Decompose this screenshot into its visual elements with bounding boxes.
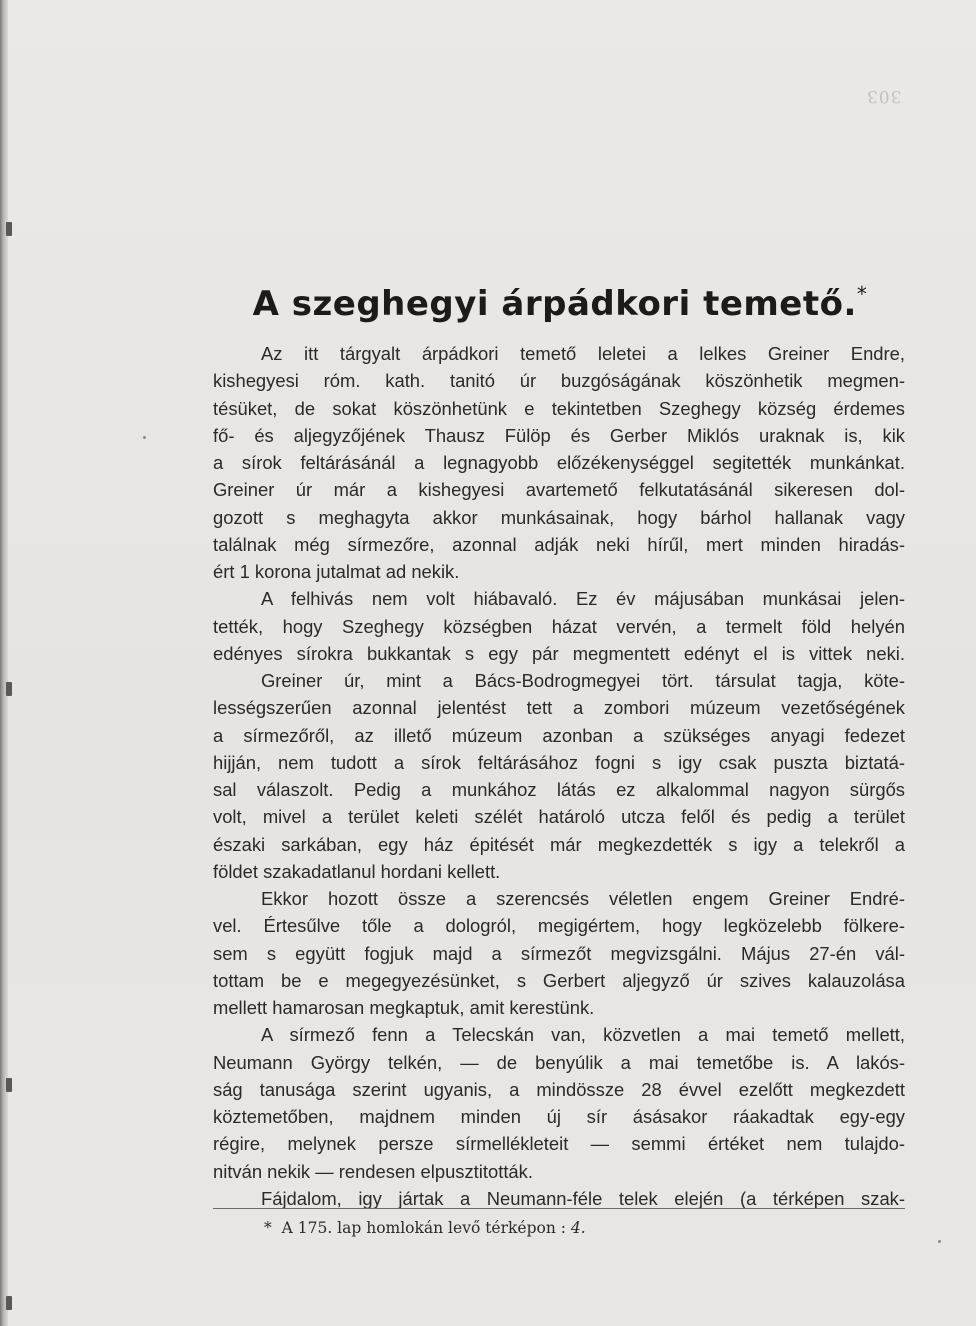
binding-mark <box>6 1078 12 1092</box>
binding-mark <box>6 222 12 236</box>
body-line: földet szakadatlanul hordani kellett. <box>213 860 501 882</box>
footnote-rule <box>213 1208 905 1209</box>
body-line: a sírmezőről, az illető múzeum azonban a szükséges anyagi fedezet <box>213 724 905 746</box>
body-line: ság tanusága szerint ugyanis, a mindössze 28 évvel ezelőtt megkezdett <box>213 1078 905 1100</box>
binding-mark <box>6 682 12 696</box>
body-line: volt, mivel a terület keleti szélét határoló utcza felől és pedig a terület <box>213 806 905 828</box>
title-footnote-marker: * <box>856 282 868 306</box>
body-line: Az itt tárgyalt árpádkori temető leletei a lelkes Greiner Endre, <box>261 343 905 364</box>
body-line: fő- és aljegyzőjének Thausz Fülöp és Gerber Miklós uraknak is, kik <box>213 424 905 446</box>
footnote-reference: 4. <box>570 1219 586 1237</box>
body-line: találnak még sírmezőre, azonnal adják neki hírűl, mert minden hiradás- <box>213 533 905 555</box>
body-line: vel. Értesűlve tőle a dologról, megigértem, hogy legközelebb fölkere- <box>213 915 905 937</box>
page-number: 303 <box>866 86 902 106</box>
body-line: Fájdalom, igy jártak a Neumann-féle telek elején (a térképen szak- <box>261 1187 905 1209</box>
body-line: hijján, nem tudott a sírok feltárásához fogni s igy csak puszta biztatá- <box>213 751 905 773</box>
body-line: régire, melynek persze sírmellékleteit — semmi értéket nem tulajdo- <box>213 1133 905 1155</box>
body-line: kishegyesi róm. kath. tanitó úr buzgóságának köszönhetik megmen- <box>213 370 905 392</box>
article-title <box>0 282 976 324</box>
body-line: Neumann György telkén, — de benyúlik a mai temetőbe is. A lakós- <box>213 1051 905 1073</box>
binding-edge <box>0 0 8 1326</box>
body-line: lességszerűen azonnal jelentést tett a zombori múzeum vezetőségének <box>213 697 905 719</box>
binding-mark <box>6 1296 12 1310</box>
body-line: tottam be e megegyezésünket, s Gerbert aljegyző úr szives kalauzolása <box>213 969 905 991</box>
body-line: nitván nekik — rendesen elpusztitották. <box>213 1160 533 1182</box>
body-line: tették, hogy Szeghegy községben házat vervén, a termelt föld helyén <box>213 615 905 637</box>
body-line: a sírok feltárásánál a legnagyobb előzékenységgel segitették munkánkat. <box>213 452 905 473</box>
body-line: sem s együtt fogjuk majd a sírmezőt megvizsgálni. Május 27-én vál- <box>213 942 905 964</box>
body-line: sal válaszolt. Pedig a munkához látás ez alkalommal nagyon sürgős <box>213 779 905 800</box>
body-line: Greiner úr már a kishegyesi avartemető felkutatásánál sikeresen dol- <box>213 479 905 501</box>
paper-speck <box>938 1240 941 1243</box>
footnote-text: A 175. lap homlokán levő térképon : <box>281 1219 566 1237</box>
body-line: Ekkor hozott össze a szerencsés véletlen engem Greiner Endré- <box>261 888 905 909</box>
article-body <box>213 340 905 1212</box>
body-line: gozott s meghagyta akkor munkásainak, hogy bárhol hallanak vagy <box>213 506 905 528</box>
footnote-marker: * <box>264 1219 272 1237</box>
body-line: északi sarkában, egy ház épitését már megkezdették s igy a telekről a <box>213 833 905 855</box>
body-line: ért 1 korona jutalmat ad nekik. <box>213 561 460 582</box>
body-line: edényes sírokra bukkantak s egy pár megmentett edényt el is vittek neki. <box>213 642 905 664</box>
body-line: A sírmező fenn a Telecskán van, közvetlen a mai temető mellett, <box>261 1024 905 1046</box>
footnote <box>264 1219 586 1237</box>
body-line: mellett hamarosan megkaptuk, amit kerestünk. <box>213 997 595 1018</box>
body-line: Greiner úr, mint a Bács-Bodrogmegyei tört. társulat tagja, köte- <box>261 670 905 691</box>
body-line: köztemetőben, majdnem minden új sír ásásakor ráakadtak egy-egy <box>213 1106 905 1127</box>
title-text: A szeghegyi árpádkori temető. <box>252 284 857 324</box>
paper-speck <box>143 436 146 439</box>
body-line: A felhivás nem volt hiábavaló. Ez év májusában munkásai jelen- <box>261 588 905 610</box>
body-line: tésüket, de sokat köszönhetünk e tekintetben Szeghegy község érdemes <box>213 397 905 419</box>
